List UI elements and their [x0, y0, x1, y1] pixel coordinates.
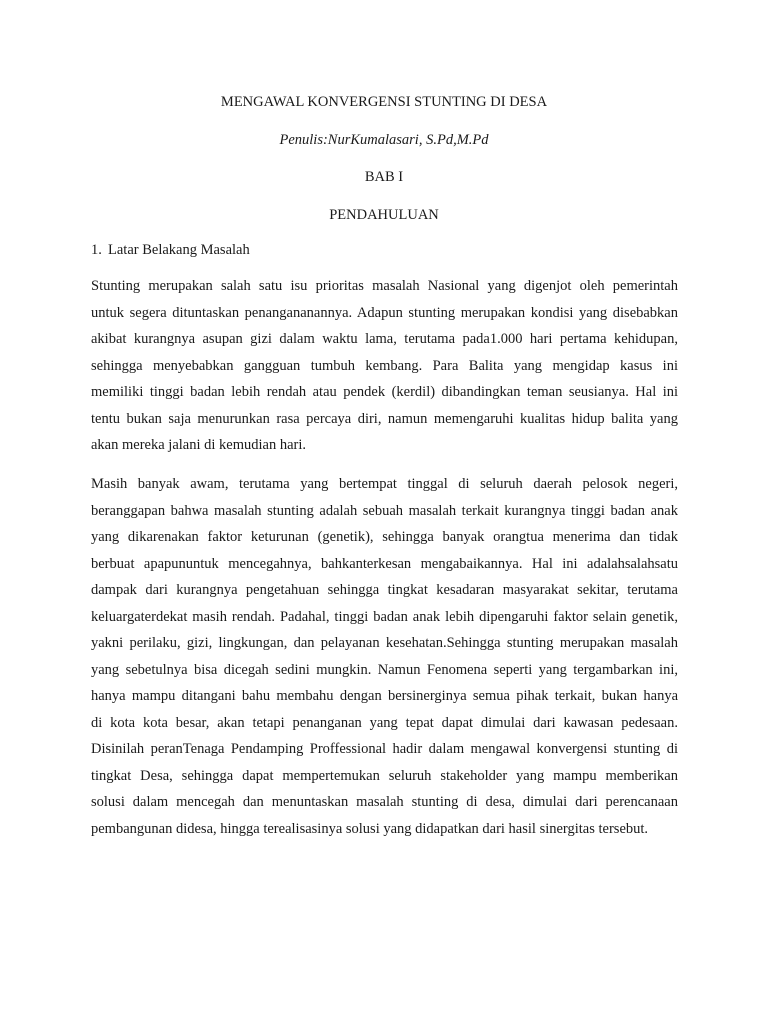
paragraph-2-line: dampak dari kurangnya pengetahuan sehingga tingkat kesadaran masyarakat sekitar, terutama: [91, 582, 678, 598]
paragraph-2-line: pembangunan didesa, hingga terealisasinya solusi yang didapatkan dari hasil sinergitas tersebut.: [91, 820, 649, 837]
author-line: Penulis:NurKumalasari, S.Pd,M.Pd: [279, 132, 489, 148]
paragraph-2-line: beranggapan bahwa masalah stunting adalah sebuah masalah terkait kurangnya tinggi badan anak: [91, 502, 678, 519]
document-title: MENGAWAL KONVERGENSI STUNTING DI DESA: [220, 94, 548, 110]
chapter-number: BAB I: [364, 169, 404, 185]
paragraph-2-line: Disinilah peranTenaga Pendamping Proffessional hadir dalam mengawal konvergensi stunting di: [91, 741, 678, 757]
paragraph-2-line: yang sebetulnya bisa dicegah sedini mungkin. Namun Fenomena seperti yang tergambarkan ini,: [91, 661, 678, 678]
paragraph-1-line: sehingga menyebabkan gangguan tumbuh kembang. Para Balita yang mengidap kasus ini: [91, 357, 678, 374]
paragraph-2-line: berbuat apapununtuk mencegahnya, bahkanterkesan mengabaikannya. Hal ini adalahsalahsatu: [91, 555, 678, 572]
paragraph-1-line: memiliki tinggi badan lebih rendah atau pendek (kerdil) dibandingkan teman seusianya. Hal ini: [91, 384, 678, 400]
paragraph-2-line: yakni perilaku, gizi, lingkungan, dan pelayanan kesehatan.Sehingga stunting merupakan masalah: [91, 635, 678, 651]
paragraph-1-line: Stunting merupakan salah satu isu prioritas masalah Nasional yang digenjot oleh pemerintah: [91, 278, 678, 294]
paragraph-2-line: hanya mampu ditangani bahu membahu dengan bersinerginya semua pihak terkait, bukan hanya: [91, 688, 678, 704]
paragraph-1-line: tentu bukan saja menurunkan rasa percaya diri, namun memengaruhi kualitas hidup balita yang: [91, 410, 678, 427]
section-heading: [91, 241, 250, 259]
paragraph-2-line: tingkat Desa, sehingga dapat mempertemukan seluruh stakeholder yang mampu memberikan: [91, 767, 678, 784]
paragraph-2-line: keluargaterdekat masih rendah. Padahal, tinggi badan anak lebih dipengaruhi faktor selain genetik,: [91, 608, 678, 625]
paragraph-1-line: akibat kurangnya asupan gizi dalam waktu lama, terutama pada1.000 hari pertama kehidupan,: [91, 331, 678, 347]
paragraph-2-line: Masih banyak awam, terutama yang bertempat tinggal di seluruh daerah pelosok negeri,: [91, 476, 678, 492]
paragraph-1-line: untuk segera dituntaskan penangananannya. Adapun stunting merupakan kondisi yang disebabkan: [91, 304, 678, 321]
paragraph-1-line: akan mereka jalani di kemudian hari.: [91, 437, 306, 453]
paragraph-2-line: yang dikarenakan faktor keturunan (genetik), sehingga banyak orangtua menerima dan tidak: [91, 529, 678, 545]
chapter-title: PENDAHULUAN: [329, 207, 439, 223]
section-number: 1.: [91, 242, 102, 258]
paragraph-1: [91, 273, 678, 459]
paragraph-2-line: di kota kota besar, akan tetapi penanganan yang tepat dapat dimulai dari kawasan pedesaan.: [91, 714, 678, 731]
paragraph-2: [91, 471, 678, 842]
paragraph-2-line: solusi dalam mencegah dan menuntaskan masalah stunting di desa, dimulai dari perencanaan: [91, 794, 678, 810]
section-heading-text: Latar Belakang Masalah: [108, 242, 250, 258]
